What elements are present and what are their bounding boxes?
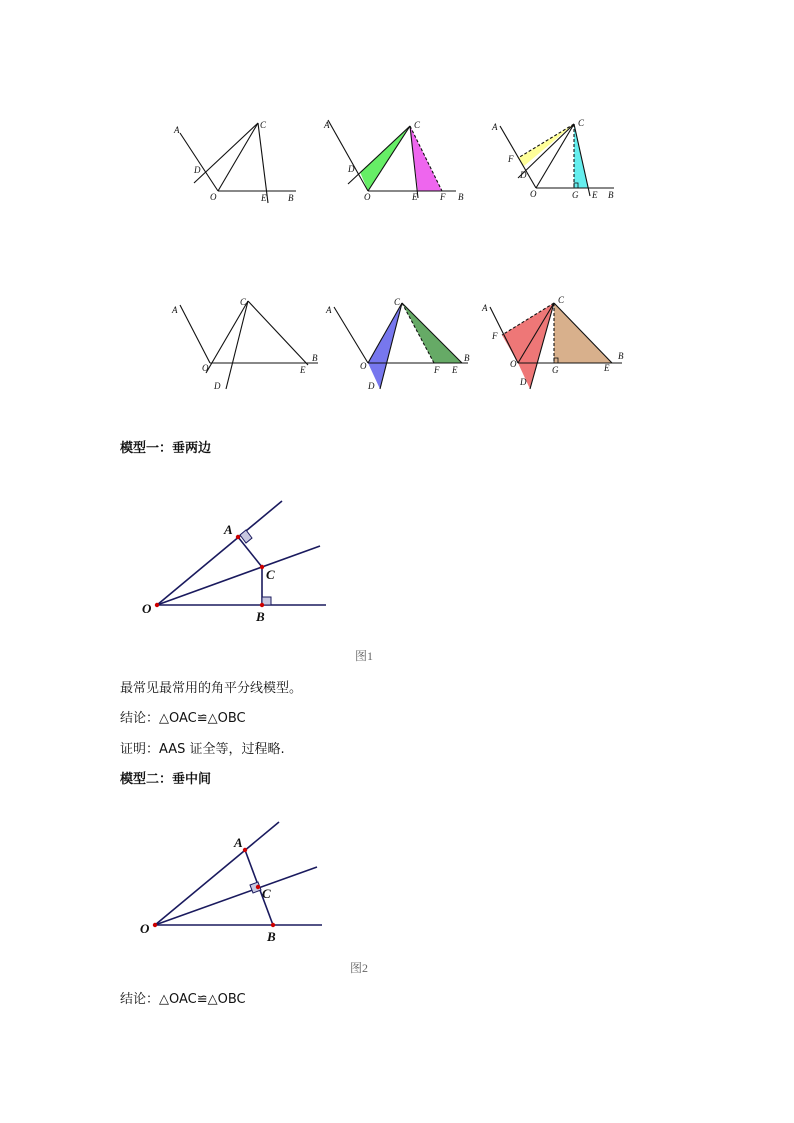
model1-figure (138, 495, 338, 625)
label-c: C (240, 297, 247, 307)
label-c: C (394, 297, 401, 307)
figure2-caption: 图2 (350, 961, 369, 975)
figure-top-3 (488, 112, 628, 210)
label-c: C (558, 295, 565, 305)
label-e: E (300, 365, 306, 375)
figure-top-5 (322, 293, 472, 393)
label-d: D (520, 377, 527, 387)
model1-heading: 模型一：垂两边 (120, 441, 212, 456)
label-b: B (288, 193, 294, 203)
label-o: O (360, 361, 367, 371)
label-f: F (492, 331, 498, 341)
label-b: B (608, 190, 614, 200)
figure-top-4 (168, 293, 328, 393)
model2-figure (138, 818, 338, 948)
model1-conclusion: 结论：△OAC≌△OBC (120, 711, 246, 726)
label-o: O (210, 192, 217, 202)
label-f: F (440, 192, 446, 202)
model2-heading: 模型二：垂中间 (120, 772, 212, 787)
figure-top-6 (480, 293, 630, 393)
model1-description: 最常见最常用的角平分线模型。 (120, 681, 303, 696)
label-c: C (414, 120, 421, 130)
shape-green-triangle (360, 126, 410, 191)
label-b: B (618, 351, 624, 361)
shape-blue-triangle (368, 303, 402, 389)
label-e: E (604, 363, 610, 373)
label-d: D (368, 381, 375, 391)
label-c: C (266, 567, 275, 582)
label-a: A (174, 125, 180, 135)
label-d: D (214, 381, 221, 391)
label-a: A (326, 305, 332, 315)
label-a: A (234, 835, 243, 850)
label-a: A (224, 522, 233, 537)
label-o: O (364, 192, 371, 202)
shape-yellow-triangle (518, 124, 574, 166)
figure-top-1 (168, 115, 308, 210)
label-a: A (482, 303, 488, 313)
label-e: E (452, 365, 458, 375)
label-e: E (261, 193, 267, 203)
label-b: B (267, 929, 276, 944)
label-d: D (348, 164, 355, 174)
label-d: D (520, 170, 527, 180)
label-f: F (434, 365, 440, 375)
label-a: A (492, 122, 498, 132)
label-e: E (592, 190, 598, 200)
label-o: O (510, 359, 517, 369)
model1-proof: 证明：AAS 证全等，过程略. (120, 742, 285, 757)
label-b: B (256, 609, 265, 624)
label-o: O (530, 189, 537, 199)
label-o: O (142, 601, 152, 616)
label-a: A (324, 120, 330, 130)
label-c: C (262, 886, 271, 901)
label-f: F (508, 154, 514, 164)
label-b: B (312, 353, 318, 363)
label-b: B (464, 353, 470, 363)
model2-conclusion: 结论：△OAC≌△OBC (120, 992, 246, 1007)
label-c: C (260, 120, 267, 130)
label-g: G (552, 365, 559, 375)
figure1-caption: 图1 (355, 649, 374, 663)
label-e: E (412, 192, 418, 202)
label-c: C (578, 118, 585, 128)
label-o: O (140, 921, 150, 936)
label-g: G (572, 190, 579, 200)
label-d: D (194, 165, 201, 175)
label-b: B (458, 192, 464, 202)
label-a: A (172, 305, 178, 315)
label-o: O (202, 363, 209, 373)
figure-top-2 (320, 112, 470, 210)
